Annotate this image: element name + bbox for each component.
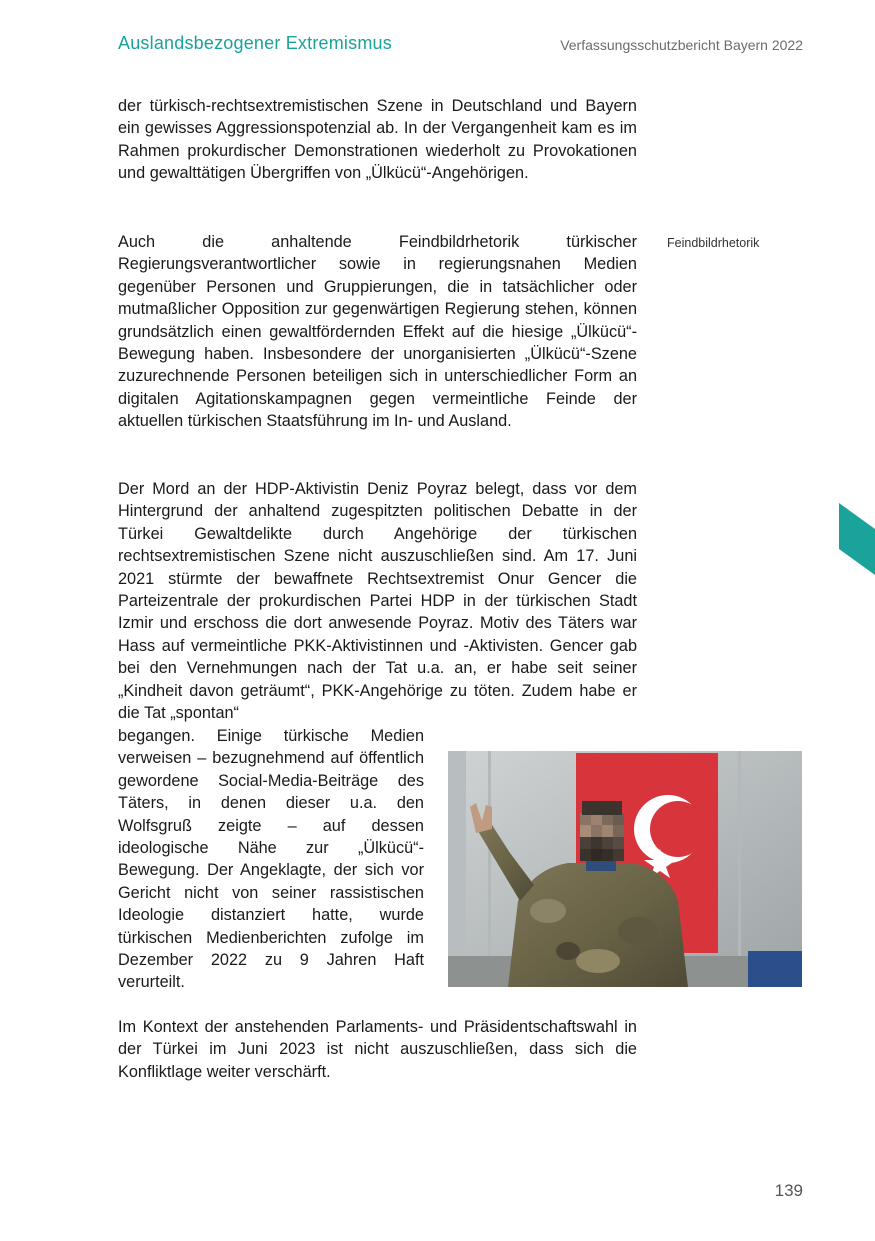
body-paragraph-5 [118, 1016, 637, 1083]
body-paragraph-3 [118, 478, 637, 724]
body-paragraph-1 [118, 95, 637, 185]
paragraph-text: begangen. Einige türkische Medien verweisen – bezugnehmend auf öffentlich gewordene Social-Media-Beiträge des Täters, in denen dieser u.a. den Wolfsgruß zeigte – auf dessen ideologische Nähe zur „Ülkücü“-Bewegung. Der Angeklagte, der sich vor Gericht nicht von seiner rassistischen Ideologie distanziert hatte, wurde türkischen Medienberichten zufolge im Dezember 2022 zu 9 Jahren Haft verurteilt. [118, 727, 424, 992]
paragraph-text: der türkisch-rechtsextremistischen Szene in Deutschland und Bayern ein gewisses Aggressionspotenzial ab. In der Vergangenheit kam es im Rahmen prokurdischer Demonstrationen wiederholt zu Provokationen und gewalttätigen Übergriffen von „Ülkücü“-Angehörigen. [118, 97, 637, 183]
photo-man-with-flag [448, 751, 802, 987]
chapter-tab-marker [839, 503, 875, 575]
body-paragraph-2 [118, 231, 637, 433]
paragraph-text: Im Kontext der anstehenden Parlaments- und Präsidentschaftswahl in der Türkei im Juni 2023 ist nicht auszuschließen, dass sich die Konfliktlage weiter verschärft. [118, 1018, 637, 1081]
report-title: Verfassungsschutzbericht Bayern 2022 [560, 37, 803, 53]
paragraph-text: Auch die anhaltende Feindbildrhetorik türkischer Regierungsverantwortlicher sowie in regierungsnahen Medien gegenüber Personen und Gruppierungen, die in tatsächlicher oder mutmaßlicher Opposition zur gegenwärtigen Regierung stehen, können grundsätzlich einen gewaltfördernden Effekt auf die hiesige „Ülkücü“-Bewegung haben. Insbesondere der unorganisierten „Ülkücü“-Szene zuzurechnende Personen beteiligen sich in unterschiedlicher Form an digitalen Agitationskampagnen gegen vermeintliche Feinde der aktuellen türkischen Staatsführung im In- und Ausland. [118, 233, 637, 431]
paragraph-text: Der Mord an der HDP-Aktivistin Deniz Poyraz belegt, dass vor dem Hintergrund der anhaltend zugespitzten politischen Debatte in der Türkei Gewaltdelikte durch Angehörige der türkischen rechtsextremistischen Szene nicht auszuschließen sind. Am 17. Juni 2021 stürmte der bewaffnete Rechtsextremist Onur Gencer die Parteizentrale der prokurdischen Partei HDP in der türkischen Stadt Izmir und erschoss die dort anwesende Poyraz. Motiv des Täters war Hass auf vermeintliche PKK-Aktivistinnen und -Aktivisten. Gencer gab bei den Vernehmungen nach der Tat u.a. an, er habe seit seiner „Kindheit davon geträumt“, PKK-Angehörige zu töten. Zudem habe er die Tat „spontan“ [118, 480, 637, 723]
section-title: Auslandsbezogener Extremismus [118, 33, 392, 53]
page-number: 139 [774, 1181, 803, 1200]
body-paragraph-3-continued [118, 725, 424, 994]
margin-note: Feindbildrhetorik [667, 236, 760, 250]
